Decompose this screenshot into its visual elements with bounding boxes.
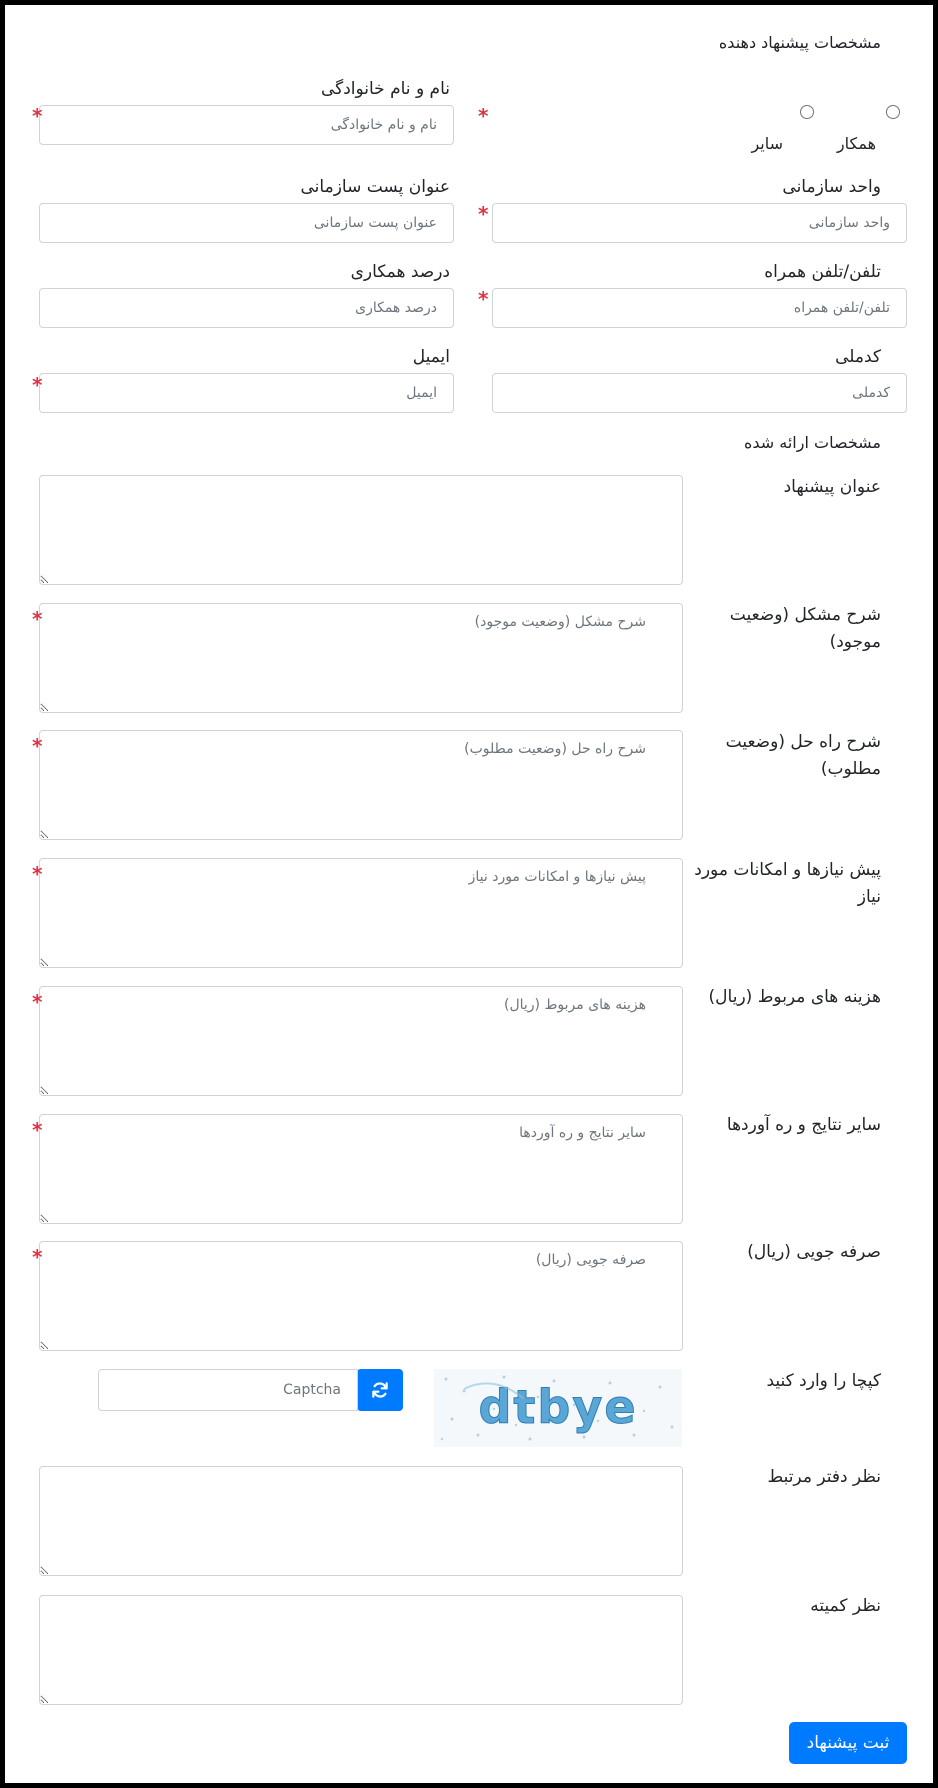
solution-label: شرح راه حل (وضعیت مطلوب) bbox=[725, 732, 881, 779]
required-mark: * bbox=[32, 862, 43, 886]
radio-colleague[interactable] bbox=[886, 105, 900, 119]
required-mark: * bbox=[478, 202, 489, 226]
required-mark: * bbox=[32, 607, 43, 631]
required-mark: * bbox=[32, 373, 43, 397]
full-name-label: نام و نام خانوادگی bbox=[320, 79, 450, 99]
committee-opinion-label: نظر کمیته bbox=[810, 1596, 881, 1616]
savings-textarea[interactable] bbox=[39, 1241, 683, 1351]
office-opinion-textarea[interactable] bbox=[39, 1466, 683, 1576]
proposal-title-textarea[interactable] bbox=[39, 475, 683, 585]
proposal-section-title: مشخصات ارائه شده bbox=[744, 433, 881, 452]
captcha-image bbox=[434, 1369, 682, 1447]
full-name-input[interactable] bbox=[39, 105, 454, 145]
costs-label: هزینه های مربوط (ریال) bbox=[708, 987, 881, 1007]
submit-button[interactable]: ثبت پیشنهاد bbox=[789, 1722, 907, 1764]
share-input[interactable] bbox=[39, 288, 454, 328]
share-label: درصد همکاری bbox=[350, 262, 450, 282]
required-mark: * bbox=[32, 104, 43, 128]
radio-other-label: سایر bbox=[751, 134, 783, 153]
prerequisites-label: پیش نیازها و امکانات مورد نیاز bbox=[694, 860, 881, 907]
captcha-input[interactable] bbox=[98, 1369, 358, 1411]
proposal-title-label: عنوان پیشنهاد bbox=[783, 477, 881, 497]
required-mark: * bbox=[478, 287, 489, 311]
applicant-section-title: مشخصات پیشنهاد دهنده bbox=[718, 33, 881, 52]
solution-textarea[interactable] bbox=[39, 730, 683, 840]
national-id-label: کدملی bbox=[835, 347, 881, 367]
prerequisites-textarea[interactable] bbox=[39, 858, 683, 968]
phone-label: تلفن/تلفن همراه bbox=[764, 262, 881, 282]
required-mark: * bbox=[32, 1245, 43, 1269]
costs-textarea[interactable] bbox=[39, 986, 683, 1096]
other-results-label: سایر نتایج و ره آوردها bbox=[726, 1115, 881, 1135]
required-mark: * bbox=[32, 990, 43, 1014]
phone-input[interactable] bbox=[492, 288, 907, 328]
org-post-input[interactable] bbox=[39, 203, 454, 243]
email-input[interactable] bbox=[39, 373, 454, 413]
captcha-text: dtbye bbox=[478, 1380, 638, 1434]
other-results-textarea[interactable] bbox=[39, 1114, 683, 1224]
national-id-input[interactable] bbox=[492, 373, 907, 413]
radio-other[interactable] bbox=[800, 105, 814, 119]
refresh-icon bbox=[370, 1380, 390, 1400]
office-opinion-label: نظر دفتر مرتبط bbox=[767, 1467, 881, 1487]
required-mark: * bbox=[32, 1118, 43, 1142]
problem-label: شرح مشکل (وضعیت موجود) bbox=[729, 605, 881, 652]
radio-colleague-label: همکار bbox=[836, 134, 876, 153]
problem-textarea[interactable] bbox=[39, 603, 683, 713]
committee-opinion-textarea[interactable] bbox=[39, 1595, 683, 1705]
captcha-refresh-button[interactable] bbox=[357, 1369, 403, 1411]
org-unit-label: واحد سازمانی bbox=[782, 177, 881, 197]
org-unit-input[interactable] bbox=[492, 203, 907, 243]
required-mark: * bbox=[478, 104, 489, 128]
org-post-label: عنوان پست سازمانی bbox=[300, 177, 450, 197]
savings-label: صرفه جویی (ریال) bbox=[747, 1242, 881, 1262]
required-mark: * bbox=[32, 734, 43, 758]
email-label: ایمیل bbox=[412, 347, 450, 367]
captcha-label: کپچا را وارد کنید bbox=[766, 1371, 881, 1391]
